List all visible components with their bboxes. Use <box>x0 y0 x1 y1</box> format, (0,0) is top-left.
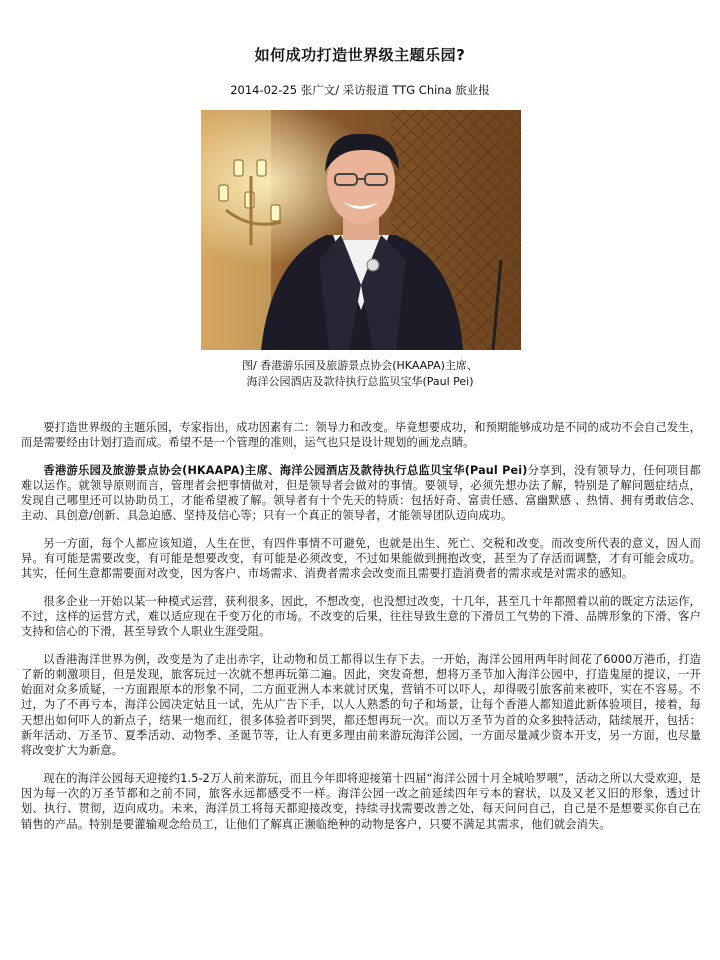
paragraph: 很多企业一开始以某一种模式运营，获利很多，因此，不想改变，也没想过改变，十几年，甚至几十年都照着以前的既定方法运作，不过，这样的运营方式，难以适应现在千变万化的市场。不改变的后果，往往导致生意的下滑员工气势的下滑、品牌形象的下滑、客户支持和信心的下滑，甚至导致个人职业生涯受阻。 <box>21 594 701 639</box>
paragraph: 要打造世界级的主题乐园，专家指出，成功因素有二：领导力和改变。毕竟想要成功，和预期能够成功是不同的成功不会自己发生，而是需要经由计划打造而成。希望不是一个管理的准则，运气也只是设计规划的画龙点睛。 <box>21 421 701 450</box>
article-title: 如何成功打造世界级主题乐园? <box>254 46 466 64</box>
caption-line-2: 海洋公园酒店及款待执行总监贝宝华(Paul Pei) <box>246 375 474 388</box>
paragraph: 以香港海洋世界为例，改变是为了走出赤字，让动物和员工都得以生存下去。一开始，海洋公园用两年时间花了6000万港币，打造了新的刺激项目，但是发现，旅客玩过一次就不想再玩第二遍。因此，突发奇想，想将万圣节加入海洋公园中，打造鬼屋的提议，一开始面对众多质疑，一方面跟原本的形象不同，二方面亚洲人本来就讨厌鬼，营销不可以吓人，却得吸引旅客前来被吓，实在不容易。不过，为了不再亏本，海洋公园决定姑且一试，先从广告下手，以人人熟悉的句子和场景，让每个香港人都知道此新体验项目，接着，每天想出如何吓人的新点子，结果一炮而红，很多体验者吓到哭，都还想再玩一次。而以万圣节为首的众多独特活动，陆续展开，包括：新年活动、万圣节、夏季活动、动物季、圣诞节等，让人有更多理由前来游玩海洋公园，一方面尽量减少资本开支，另一方面，也尽量将改变扩大为新意。 <box>21 652 701 758</box>
photo-caption <box>0 358 720 390</box>
article-body <box>21 420 701 844</box>
paragraph: 香港游乐园及旅游景点协会(HKAAPA)主席、海洋公园酒店及款待执行总监贝宝华(Paul Pei)分享到，没有领导力，任何项目都难以运作。就领导原则而言，管理者会把事情做对，但是领导者会做对的事情。要领导，必须先想办法了解，特别是了解问题症结点，发现自己哪里还可以协助员工，才能希望被了解。领导者有十个先天的特质：包括好奇、富责任感、富幽默感 、热情、拥有勇敢信念、主动、具创意/创新、具急迫感、坚持及信心等；只有一个真正的领导者，才能领导团队迈向成功。 <box>21 463 701 523</box>
paragraph-lead: 香港游乐园及旅游景点协会(HKAAPA)主席、海洋公园酒店及款待执行总监贝宝华(Paul Pei) <box>43 463 528 477</box>
article-byline: 2014-02-25 张广文/ 采访报道 TTG China 旅业报 <box>230 83 490 97</box>
caption-line-1: 图/ 香港游乐园及旅游景点协会(HKAAPA)主席、 <box>242 359 478 372</box>
portrait-photo <box>201 110 521 350</box>
paragraph: 另一方面，每个人都应该知道，人生在世，有四件事情不可避免，也就是出生、死亡、交税和改变。而改变所代表的意义，因人而异。有可能是需要改变，有可能是想要改变，有可能是必须改变，不过如果能做到拥抱改变，甚至为了存活而调整，才有可能会成功。其实，任何生意都需要面对改变，因为客户、市场需求、消费者需求会改变而且需要打造消费者的需求或是对需求的感知。 <box>21 536 701 581</box>
paragraph: 现在的海洋公园每天迎接约1.5-2万人前来游玩，而且今年即将迎接第十四届“海洋公园十月全城哈罗喂”，活动之所以大受欢迎，是因为每一次的万圣节都和之前不同，旅客永远都感受不一样。海洋公园一改之前延续四年亏本的窘状，以及又老又旧的形象，透过计划、执行、贯彻，迈向成功。未来，海洋员工将每天都迎接改变，持续寻找需要改善之处，每天问问自己，自己是不是想要买你自己在销售的产品。特别是要灌输观念给员工，让他们了解真正濒临绝种的动物是客户，只要不满足其需求，他们就会消失。 <box>21 771 701 831</box>
